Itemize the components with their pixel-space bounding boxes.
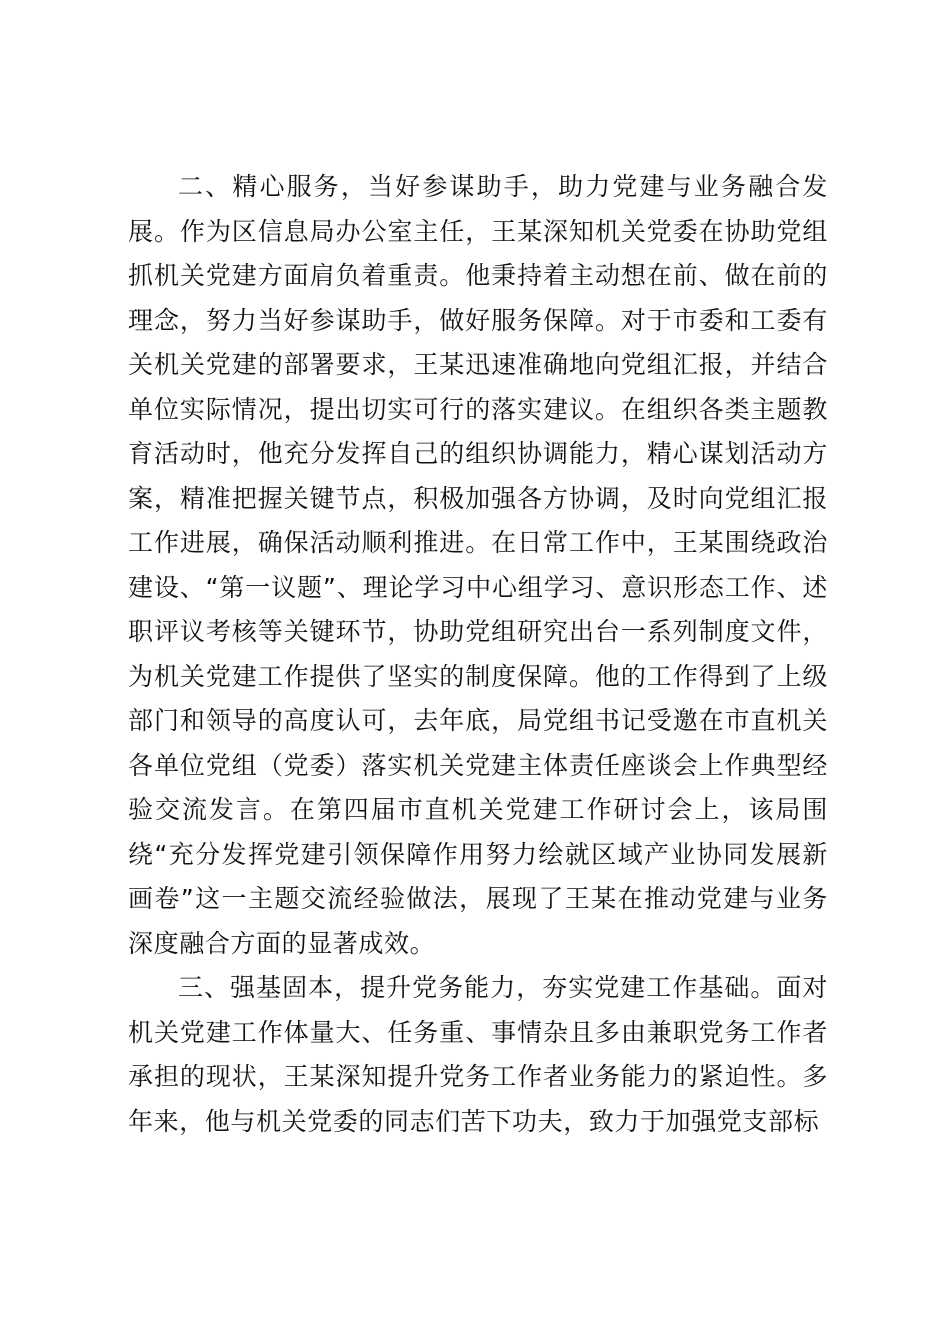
document-body [128,165,828,1144]
paragraph-foundation: 三、强基固本，提升党务能力，夯实党建工作基础。面对机关党建工作体量大、任务重、事情杂且多由兼职党务工作者承担的现状，王某深知提升党务工作者业务能力的紧迫性。多年来，他与机关党委的同志们苦下功夫，致力于加强党支部标 [128,973,828,1136]
paragraph-service: 二、精心服务，当好参谋助手，助力党建与业务融合发展。作为区信息局办公室主任，王某深知机关党委在协助党组抓机关党建方面肩负着重责。他秉持着主动想在前、做在前的理念，努力当好参谋助手，做好服务保障。对于市委和工委有关机关党建的部署要求，王某迅速准确地向党组汇报，并结合单位实际情况，提出切实可行的落实建议。在组织各类主题教育活动时，他充分发挥自己的组织协调能力，精心谋划活动方案，精准把握关键节点，积极加强各方协调，及时向党组汇报工作进展，确保活动顺利推进。在日常工作中，王某围绕政治建设、“第一议题”、理论学习中心组学习、意识形态工作、述职评议考核等关键环节，协助党组研究出台一系列制度文件，为机关党建工作提供了坚实的制度保障。他的工作得到了上级部门和领导的高度认可，去年底，局党组书记受邀在市直机关各单位党组（党委）落实机关党建主体责任座谈会上作典型经验交流发言。在第四届市直机关党建工作研讨会上，该局围绕“充分发挥党建引领保障作用努力绘就区域产业协同发展新画卷”这一主题交流经验做法，展现了王某在推动党建与业务深度融合方面的显著成效。 [128,172,828,958]
